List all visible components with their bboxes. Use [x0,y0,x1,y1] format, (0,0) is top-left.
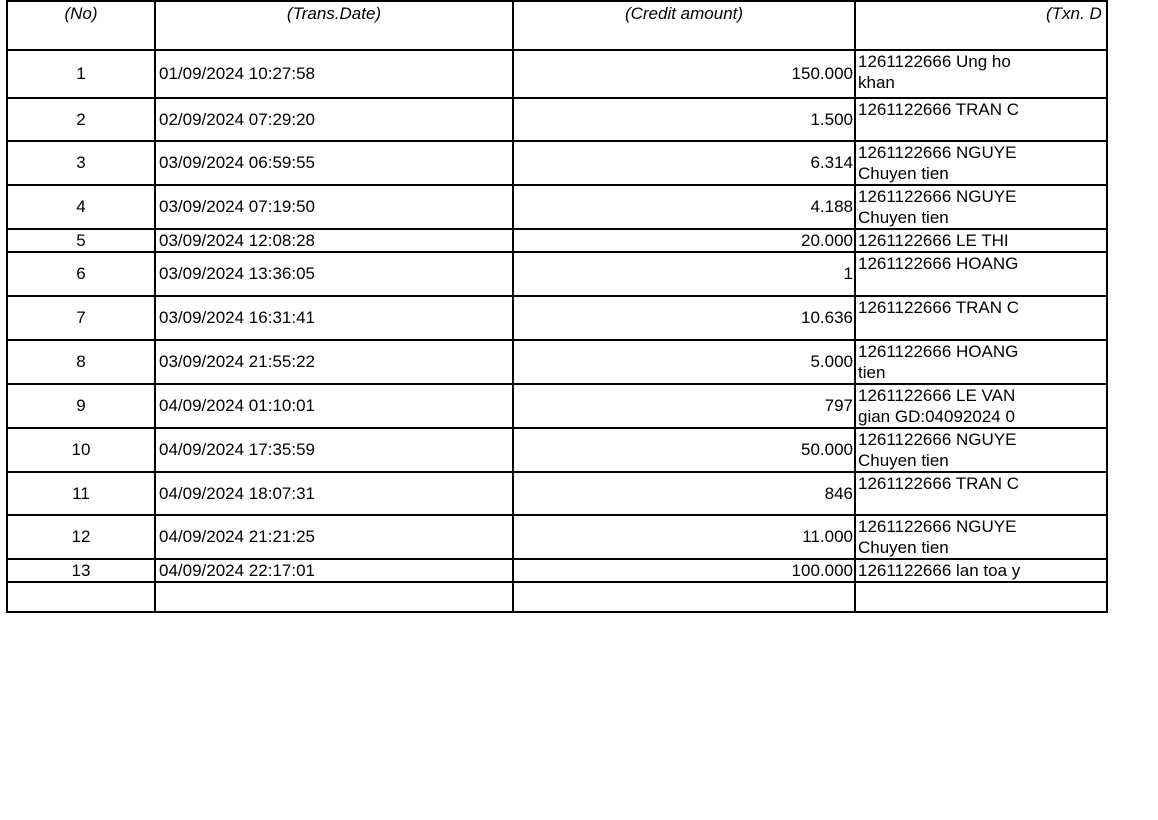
cell-no: 12 [7,515,155,559]
cell-no: 2 [7,98,155,141]
cell-credit-amount: 50.000 [513,428,855,472]
cell-trans-date: 03/09/2024 21:55:22 [155,340,513,384]
empty-cell [155,582,513,612]
cell-trans-date: 01/09/2024 10:27:58 [155,50,513,98]
transactions-table [6,0,1108,613]
cell-no: 10 [7,428,155,472]
table-row [7,340,1107,384]
cell-trans-date: 03/09/2024 07:19:50 [155,185,513,229]
header-trans-date: (Trans.Date) [155,1,513,50]
table-row [7,472,1107,515]
cell-txn-desc [855,384,1107,428]
cell-txn-desc [855,340,1107,384]
cell-txn-desc [855,98,1107,141]
cell-no: 6 [7,252,155,296]
txn-desc-text: 1261122666 LE VAN gian GD:04092024 0 [858,386,1016,426]
cell-no: 11 [7,472,155,515]
cell-trans-date: 03/09/2024 16:31:41 [155,296,513,340]
cell-credit-amount: 6.314 [513,141,855,185]
cell-trans-date: 04/09/2024 17:35:59 [155,428,513,472]
txn-desc-text: 1261122666 NGUYE Chuyen tien [858,430,1017,470]
cell-txn-desc [855,472,1107,515]
cell-trans-date: 03/09/2024 12:08:28 [155,229,513,252]
table-row [7,384,1107,428]
table-row-partial [7,582,1107,612]
cell-credit-amount: 1 [513,252,855,296]
cell-txn-desc [855,252,1107,296]
txn-desc-text: 1261122666 NGUYE Chuyen tien [858,517,1017,557]
cell-credit-amount: 4.188 [513,185,855,229]
cell-txn-desc [855,50,1107,98]
cell-credit-amount: 11.000 [513,515,855,559]
header-credit-amount: (Credit amount) [513,1,855,50]
cell-credit-amount: 5.000 [513,340,855,384]
cell-no: 8 [7,340,155,384]
cell-no: 5 [7,229,155,252]
cell-txn-desc [855,141,1107,185]
cell-trans-date: 03/09/2024 06:59:55 [155,141,513,185]
txn-desc-text: 1261122666 HOANG [858,254,1019,273]
txn-desc-text: 1261122666 LE THI [858,231,1009,250]
empty-cell [855,582,1107,612]
table-row [7,559,1107,582]
header-txn-desc: (Txn. D [855,1,1107,50]
cell-trans-date: 04/09/2024 22:17:01 [155,559,513,582]
txn-desc-text: 1261122666 TRAN C [858,298,1019,317]
cell-trans-date: 04/09/2024 01:10:01 [155,384,513,428]
header-row [7,1,1107,50]
txn-desc-text: 1261122666 lan toa y [858,561,1021,580]
txn-desc-text: 1261122666 HOANG tien [858,342,1019,382]
table-row [7,229,1107,252]
txn-desc-text: 1261122666 TRAN C [858,474,1019,493]
cell-trans-date: 03/09/2024 13:36:05 [155,252,513,296]
cell-no: 1 [7,50,155,98]
table-row [7,515,1107,559]
empty-cell [7,582,155,612]
cell-txn-desc [855,185,1107,229]
txn-desc-text: 1261122666 TRAN C [858,100,1019,119]
table-row [7,428,1107,472]
cell-txn-desc [855,515,1107,559]
cell-no: 7 [7,296,155,340]
table-row [7,50,1107,98]
cell-trans-date: 02/09/2024 07:29:20 [155,98,513,141]
cell-no: 4 [7,185,155,229]
cell-no: 13 [7,559,155,582]
table-row [7,185,1107,229]
txn-desc-text: 1261122666 Ung ho khan [858,52,1011,92]
cell-txn-desc [855,296,1107,340]
header-no: (No) [7,1,155,50]
txn-desc-text: 1261122666 NGUYE Chuyen tien [858,143,1017,183]
cell-credit-amount: 1.500 [513,98,855,141]
table-row [7,141,1107,185]
table-row [7,296,1107,340]
cell-credit-amount: 20.000 [513,229,855,252]
cell-txn-desc [855,229,1107,252]
table-row [7,98,1107,141]
cell-txn-desc [855,559,1107,582]
cell-credit-amount: 797 [513,384,855,428]
cell-credit-amount: 100.000 [513,559,855,582]
cell-trans-date: 04/09/2024 21:21:25 [155,515,513,559]
table-row [7,252,1107,296]
table-body [7,50,1107,612]
cell-txn-desc [855,428,1107,472]
cell-credit-amount: 846 [513,472,855,515]
txn-desc-text: 1261122666 NGUYE Chuyen tien [858,187,1017,227]
cell-no: 3 [7,141,155,185]
cell-credit-amount: 150.000 [513,50,855,98]
cell-trans-date: 04/09/2024 18:07:31 [155,472,513,515]
empty-cell [513,582,855,612]
cell-credit-amount: 10.636 [513,296,855,340]
cell-no: 9 [7,384,155,428]
